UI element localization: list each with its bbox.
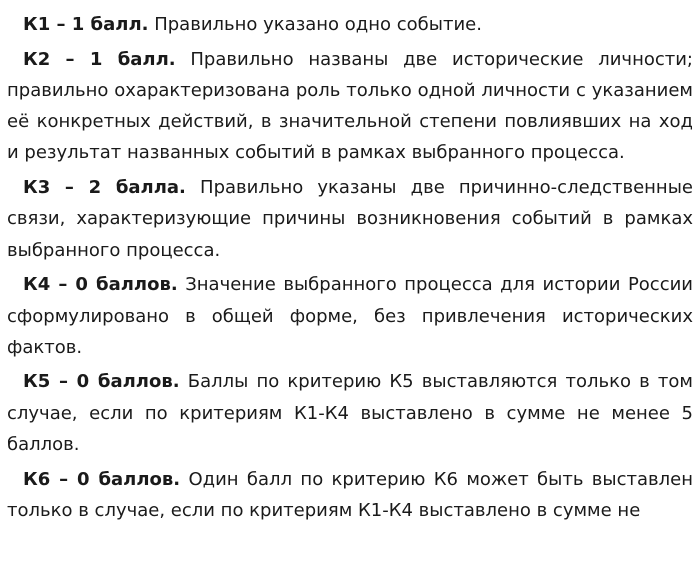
criterion-k1-label: К1 – 1 балл.	[23, 14, 149, 35]
criterion-k3-text: Правильно указаны две причинно-следственные связи, характеризующие причины возникновения событий в рамках выбранного процесса.	[7, 177, 693, 261]
criterion-k6-text: Один балл по критерию К6 может быть выставлен только в случае, если по критериям К1-К4 выставлено в сумме не	[7, 468, 693, 521]
criterion-k4-text: Значение выбранного процесса для истории России сформулировано в общей форме, без привлечения исторических фактов.	[7, 274, 693, 358]
criterion-k6-label: К6 – 0 баллов.	[23, 468, 181, 490]
grading-criteria-document	[7, 9, 693, 530]
criterion-k4	[7, 269, 693, 363]
criterion-k2-text: Правильно названы две исторические личности; правильно охарактеризована роль только одной личности с указанием её конкретных действий, в значительной степени повлиявших на ход и результат названных событий в рамках выбранного процесса.	[7, 48, 693, 164]
criterion-k3-label: К3 – 2 балла.	[23, 177, 186, 199]
criterion-k2	[7, 44, 693, 169]
criterion-k2-label: К2 – 1 балл.	[23, 48, 176, 70]
criterion-k5	[7, 366, 693, 460]
criterion-k4-label: К4 – 0 баллов.	[23, 274, 178, 296]
criterion-k3	[7, 172, 693, 266]
criterion-k1-text: Правильно указано одно событие.	[154, 14, 482, 35]
criterion-k5-text: Баллы по критерию К5 выставляются только в том случае, если по критериям К1-К4 выставлено в сумме не менее 5 баллов.	[7, 371, 693, 456]
criterion-k6	[7, 464, 693, 527]
criterion-k1	[7, 9, 693, 40]
criterion-k5-label: К5 – 0 баллов.	[23, 371, 180, 393]
